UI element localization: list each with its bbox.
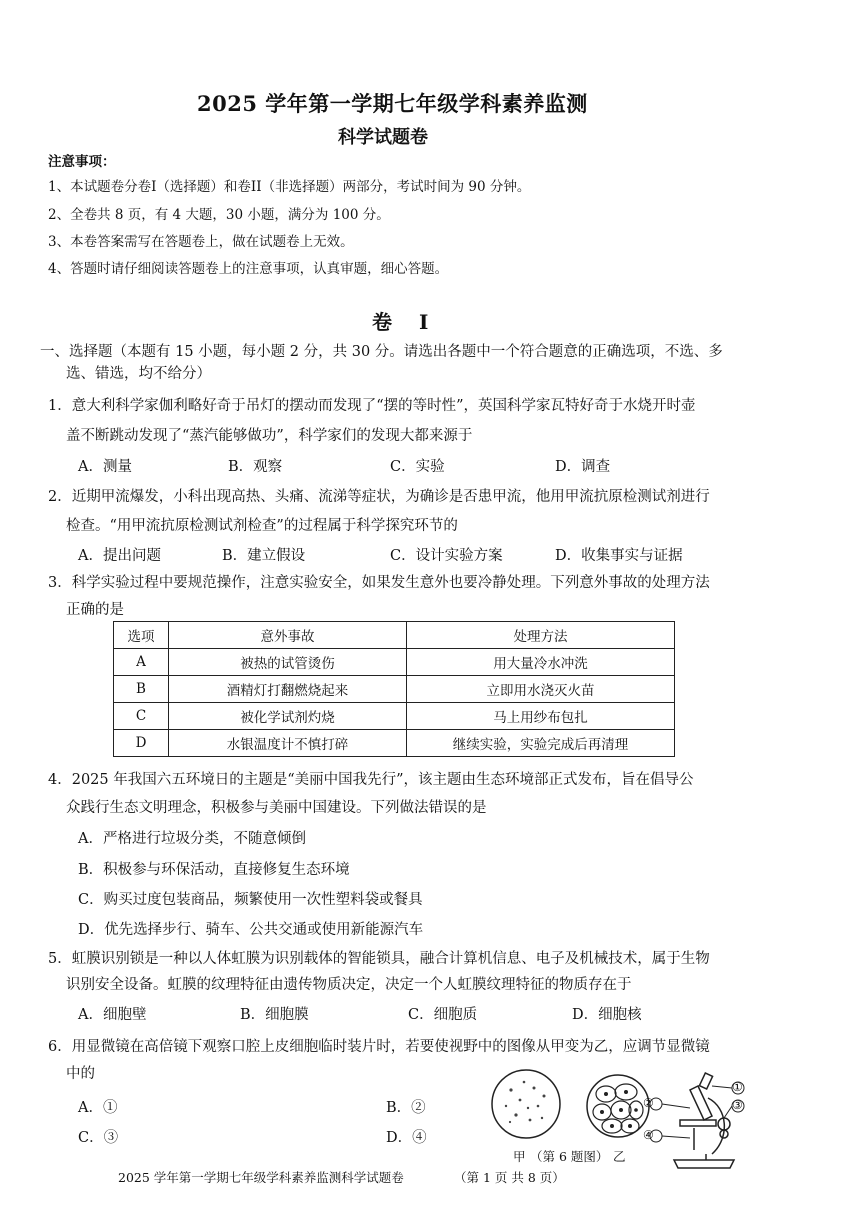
question-2-cont: 检查。“用甲流抗原检测试剂检查”的过程属于科学探究环节的 — [66, 518, 458, 534]
option: A．① — [78, 1100, 118, 1116]
question-4: 4．2025 年我国六五环境日的主题是“美丽中国我先行”，该主题由生态环境部正式发布，旨在倡导公 — [48, 772, 694, 788]
page-subtitle: 科学试题卷 — [338, 127, 428, 148]
table-cell: D — [114, 730, 169, 757]
volume-heading: 卷 I — [372, 310, 439, 334]
table-row — [114, 730, 675, 757]
section-heading: 一、选择题（本题有 15 小题，每小题 2 分，共 30 分。请选出各题中一个符合题意的正确选项，不选、多 — [40, 344, 723, 360]
question-6-cont: 中的 — [66, 1066, 95, 1082]
option: A．测量 — [78, 459, 132, 475]
question-5: 5．虹膜识别锁是一种以人体虹膜为识别载体的智能锁具，融合计算机信息、电子及机械技术，属于生物 — [48, 951, 710, 967]
option: D．收集事实与证据 — [555, 548, 683, 564]
table-cell: C — [114, 703, 169, 730]
marker-2-label: ② — [643, 1096, 654, 1110]
table-cell: 被化学试剂灼烧 — [169, 703, 407, 730]
table-row — [114, 703, 675, 730]
figure-caption: （第 6 题图） — [530, 1149, 609, 1164]
notice-heading: 注意事项： — [48, 154, 116, 170]
option: B．② — [386, 1100, 426, 1116]
table-cell: 水银温度计不慎打碎 — [169, 730, 407, 757]
accident-table — [113, 621, 675, 757]
option: A．提出问题 — [78, 548, 161, 564]
question-5-cont: 识别安全设备。虹膜的纹理特征由遗传物质决定，决定一个人虹膜纹理特征的物质存在于 — [66, 977, 632, 993]
option: C．设计实验方案 — [390, 548, 503, 564]
table-cell: 酒精灯打翻燃烧起来 — [169, 676, 407, 703]
table-header-cell: 选项 — [114, 622, 169, 649]
option: A．细胞壁 — [78, 1007, 147, 1023]
question-3: 3．科学实验过程中要规范操作，注意实验安全，如果发生意外也要冷静处理。下列意外事故的处理方法 — [48, 575, 710, 591]
page-title: 2025 学年第一学期七年级学科素养监测 — [197, 91, 588, 116]
notice-item: 3、本卷答案需写在答题卷上，做在试题卷上无效。 — [48, 234, 354, 250]
table-cell: 被热的试管烫伤 — [169, 649, 407, 676]
option: D．细胞核 — [572, 1007, 642, 1023]
table-cell: 继续实验，实验完成后再清理 — [407, 730, 675, 757]
option: C．实验 — [390, 459, 445, 475]
option: B．积极参与环保活动，直接修复生态环境 — [78, 862, 350, 878]
question-6: 6．用显微镜在高倍镜下观察口腔上皮细胞临时装片时，若要使视野中的图像从甲变为乙，应调节显微镜 — [48, 1039, 710, 1055]
table-cell: A — [114, 649, 169, 676]
table-header-cell: 处理方法 — [407, 622, 675, 649]
table-cell: 立即用水浇灭火苗 — [407, 676, 675, 703]
option: D．④ — [386, 1130, 427, 1146]
table-cell: 马上用纱布包扎 — [407, 703, 675, 730]
table-header-row — [114, 622, 675, 649]
option: B．观察 — [228, 459, 283, 475]
question-4-cont: 众践行生态文明理念，积极参与美丽中国建设。下列做法错误的是 — [66, 800, 487, 816]
option: B．细胞膜 — [240, 1007, 309, 1023]
question-3-cont: 正确的是 — [66, 602, 124, 618]
option: C．③ — [78, 1130, 119, 1146]
option: D．优先选择步行、骑车、公共交通或使用新能源汽车 — [78, 922, 424, 938]
figure-label-jia: 甲 — [513, 1149, 526, 1164]
marker-4-label: ④ — [643, 1128, 654, 1142]
option: D．调查 — [555, 459, 611, 475]
question-1-cont: 盖不断跳动发现了“蒸汽能够做功”，科学家们的发现大都来源于 — [66, 428, 473, 444]
microscope-view-jia — [486, 1060, 596, 1160]
section-heading-cont: 选、错选，均不给分） — [66, 366, 211, 382]
table-row — [114, 676, 675, 703]
footer-title: 2025 学年第一学期七年级学科素养监测科学试题卷 — [118, 1170, 404, 1185]
marker-3-label: ③ — [732, 1098, 743, 1112]
figure-label-yi: 乙 — [613, 1149, 626, 1164]
marker-1-label: ① — [732, 1080, 743, 1094]
table-cell: 用大量冷水冲洗 — [407, 649, 675, 676]
table-cell: B — [114, 676, 169, 703]
table-row — [114, 649, 675, 676]
option: A．严格进行垃圾分类，不随意倾倒 — [78, 831, 306, 847]
option: B．建立假设 — [222, 548, 306, 564]
option: C．购买过度包装商品，频繁使用一次性塑料袋或餐具 — [78, 892, 423, 908]
option: C．细胞质 — [408, 1007, 478, 1023]
notice-item: 2、全卷共 8 页，有 4 大题，30 小题，满分为 100 分。 — [48, 207, 390, 223]
notice-item: 1、本试题卷分卷I（选择题）和卷II（非选择题）两部分，考试时间为 90 分钟。 — [48, 179, 531, 195]
notice-item: 4、答题时请仔细阅读答题卷上的注意事项，认真审题，细心答题。 — [48, 261, 449, 277]
question-1: 1．意大利科学家伽利略好奇于吊灯的摆动而发现了“摆的等时性”，英国科学家瓦特好奇于水烧开时壶 — [48, 398, 696, 414]
question-2: 2．近期甲流爆发，小科出现高热、头痛、流涕等症状，为确诊是否患甲流，他用甲流抗原检测试剂进行 — [48, 489, 710, 505]
table-header-cell: 意外事故 — [169, 622, 407, 649]
page-number: （第 1 页 共 8 页） — [454, 1170, 565, 1185]
